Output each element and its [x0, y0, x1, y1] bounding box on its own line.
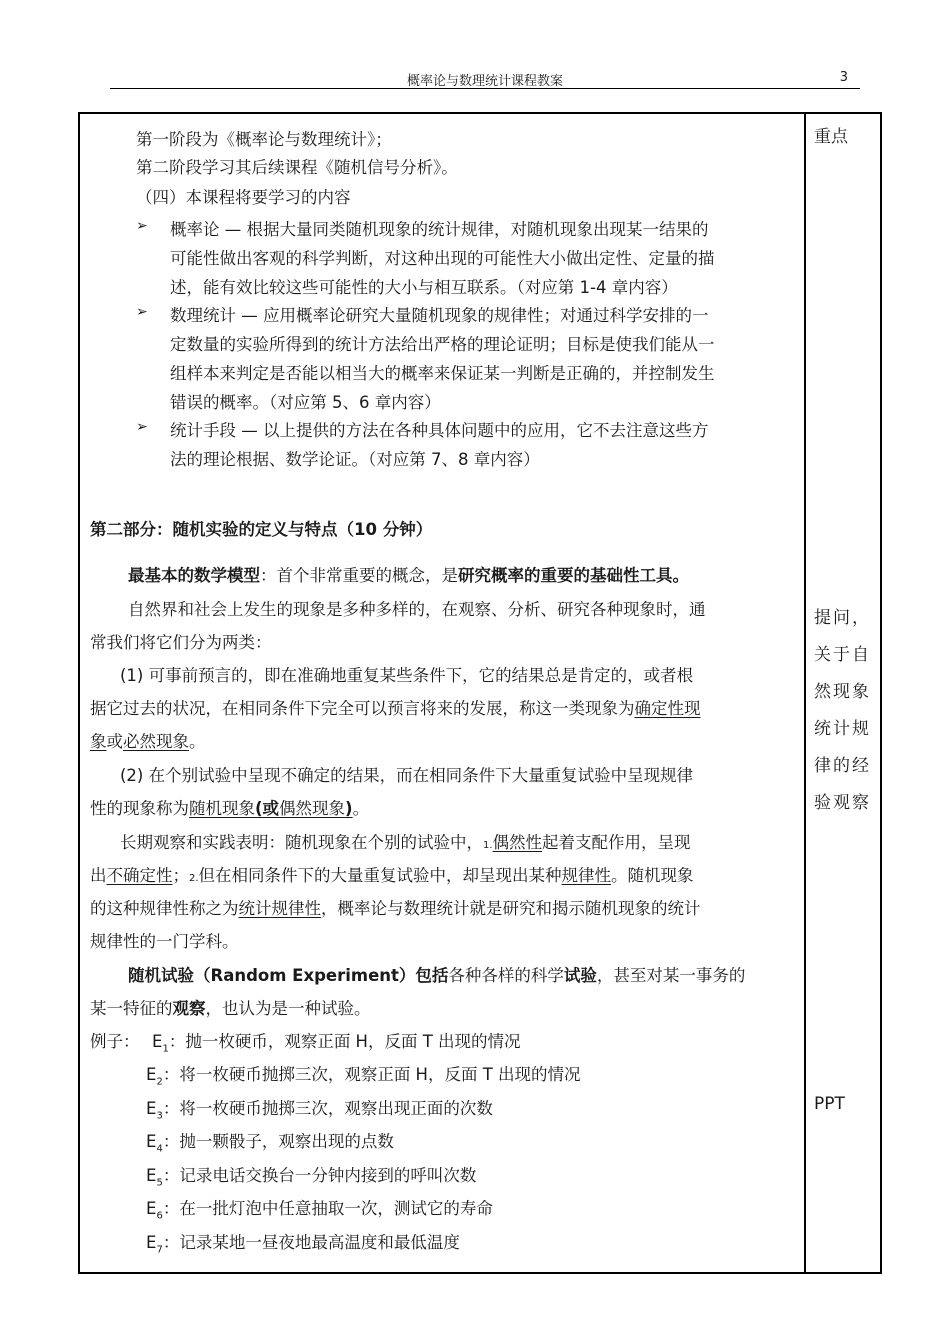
semicolon: ；	[172, 866, 189, 885]
bullet1-line2: 可能性做出客观的科学判断，对这种出现的可能性大小做出定性、定量的描	[170, 249, 715, 268]
side-ppt: PPT	[814, 1094, 845, 1114]
example-item	[146, 1095, 493, 1121]
observation-term: 观察	[172, 999, 206, 1018]
experiment-text: ，甚至对某一事务的	[596, 966, 746, 985]
model-paragraph	[128, 562, 689, 586]
bullet3-line1: 统计手段 — 以上提供的方法在各种具体问题中的应用，它不去注意这些方	[170, 421, 709, 440]
trial-term: 试验	[563, 966, 597, 985]
lesson-table	[78, 112, 882, 1274]
bullet3-line2: 法的理论根据、数学论证。（对应第 7、8 章内容）	[170, 450, 540, 469]
regularity-term: 规律性	[561, 866, 612, 885]
example-name: E	[152, 1032, 163, 1051]
phenomena-line1: 自然界和社会上发生的现象是多种多样的，在观察、分析、研究各种现象时，通	[128, 600, 706, 619]
bullet2-line1: 数理统计 — 应用概率论研究大量随机现象的规律性；对通过科学安排的一	[170, 306, 709, 325]
part2-title: 第二部分：随机实验的定义与特点（10 分钟）	[90, 520, 433, 539]
bullet1-line3: 述，能有效比较这些可能性的大小与相互联系。（对应第 1-4 章内容）	[170, 278, 678, 297]
side-keypoint: 重点	[814, 127, 848, 147]
observation-line1	[120, 829, 691, 853]
bullet1-line1: 概率论 — 根据大量同类随机现象的统计规律，对随机现象出现某一结果的	[170, 220, 709, 239]
inevitable-term: 必然现象	[123, 732, 189, 751]
example-item	[146, 1128, 394, 1154]
category1-line1: (1) 可事前预言的，即在准确地重复某些条件下，它的结果总是肯定的，或者根	[120, 666, 694, 685]
random-term: 随机现象	[189, 799, 255, 818]
observation-text: ，概率论与数理统计就是研究和揭示随机现象的统计	[321, 899, 701, 918]
examples-label: 例子：	[90, 1032, 140, 1051]
experiment-text: ，也认为是一种试验。	[205, 999, 371, 1018]
observation-text: 长期观察和实践表明：随机现象在个别的试验中，	[120, 833, 483, 852]
example-text: ：在一批灯泡中任意抽取一次，测试它的寿命	[162, 1199, 493, 1218]
category2-line1: (2) 在个别试验中呈现不确定的结果，而在相同条件下大量重复试验中呈现规律	[120, 766, 694, 785]
accidental-term: 偶然现象	[279, 799, 346, 818]
chance-term: 偶然性	[492, 833, 543, 852]
category2-line2	[90, 795, 369, 819]
page-number: 3	[839, 70, 848, 85]
category1-line3	[90, 728, 206, 752]
experiment-term: 随机试验（Random Experiment）包括	[128, 966, 449, 985]
category1-text: 据它过去的状况，在相同条件下完全可以预言将来的发展，称这一类现象为	[90, 699, 635, 718]
example-name: E	[146, 1065, 157, 1084]
observation-line2	[90, 862, 694, 886]
example-text: ：将一枚硬币抛掷三次，观察出现正面的次数	[162, 1099, 493, 1118]
example-text: ：抛一枚硬币，观察正面 H，反面 T 出现的情况	[168, 1032, 521, 1051]
example-index: 5	[156, 1177, 163, 1189]
side-note: 提问，关于自然现象统计规律的经验观察	[814, 608, 871, 813]
bullet-arrow-icon: ➢	[136, 419, 148, 435]
example-text: ：抛一颗骰子，观察出现的点数	[162, 1132, 394, 1151]
example-item	[146, 1229, 460, 1255]
example-index: 4	[156, 1143, 163, 1155]
category2-text: 性的现象称为	[90, 799, 189, 818]
observation-text: 出	[90, 866, 107, 885]
uncertainty-term: 不确定性	[106, 866, 173, 885]
deterministic-term-end: 象	[90, 732, 107, 751]
example-name: E	[146, 1166, 157, 1185]
experiment-line2	[90, 995, 371, 1019]
bullet-arrow-icon: ➢	[136, 218, 148, 234]
example-item	[152, 1028, 521, 1054]
example-index: 2	[156, 1076, 163, 1088]
section4-heading: （四）本课程将要学习的内容	[136, 188, 351, 207]
header-title: 概率论与数理统计课程教案	[406, 74, 563, 89]
example-text: ：记录某地一昼夜地最高温度和最低温度	[162, 1233, 460, 1252]
stage1-text: 第一阶段为《概率论与数理统计》；	[136, 130, 392, 149]
observation-text: 但在相同条件下的大量重复试验中，却呈现出某种	[198, 866, 562, 885]
example-item	[146, 1061, 581, 1087]
example-name: E	[146, 1132, 157, 1151]
bullet2-line4: 错误的概率。（对应第 5、6 章内容）	[170, 393, 441, 412]
observation-text: 起着支配作用，呈现	[542, 833, 691, 852]
category1-line2	[90, 695, 701, 719]
deterministic-term: 确定性现	[634, 699, 701, 718]
point-number: 1.	[483, 840, 493, 851]
observation-line4: 规律性的一门学科。	[90, 932, 239, 951]
example-name: E	[146, 1233, 157, 1252]
statistical-regularity-term: 统计规律性	[238, 899, 321, 918]
bullet2-line3: 组样本来判定是否能以相当大的概率来保证某一判断是正确的，并控制发生	[170, 364, 715, 383]
example-text: ：将一枚硬币抛掷三次，观察正面 H，反面 T 出现的情况	[162, 1065, 581, 1084]
example-index: 7	[156, 1244, 163, 1256]
observation-text: 。随机现象	[611, 866, 694, 885]
example-index: 3	[156, 1110, 163, 1122]
paren-open: (或	[255, 799, 280, 818]
example-index: 1	[162, 1043, 169, 1055]
point-number: 2.	[189, 873, 199, 884]
bullet2-line2: 定数量的实验所得到的统计方法给出严格的理论证明；目标是使我们能从一	[170, 335, 715, 354]
period: 。	[352, 799, 370, 818]
stage2-text: 第二阶段学习其后续课程《随机信号分析》。	[136, 158, 458, 177]
page-header	[110, 70, 860, 89]
paren-close: )	[345, 799, 353, 818]
example-name: E	[146, 1199, 157, 1218]
period: 。	[189, 732, 206, 751]
example-index: 6	[156, 1210, 163, 1222]
experiment-text: 某一特征的	[90, 999, 173, 1018]
phenomena-line2: 常我们将它们分为两类：	[90, 633, 272, 652]
example-text: ：记录电话交换台一分钟内接到的呼叫次数	[162, 1166, 477, 1185]
experiment-line1	[128, 962, 745, 986]
model-bold-term: 最基本的数学模型	[128, 566, 260, 585]
experiment-text: 各种各样的科学	[448, 966, 564, 985]
model-text: ：首个非常重要的概念，是	[260, 566, 458, 585]
example-item	[146, 1162, 476, 1188]
example-name: E	[146, 1099, 157, 1118]
observation-line3	[90, 895, 701, 919]
column-divider	[804, 114, 806, 1272]
example-item	[146, 1195, 493, 1221]
bullet-arrow-icon: ➢	[136, 304, 148, 320]
or-text: 或	[106, 732, 123, 751]
model-bold-tool: 研究概率的重要的基础性工具。	[458, 566, 689, 585]
observation-text: 的这种规律性称之为	[90, 899, 239, 918]
